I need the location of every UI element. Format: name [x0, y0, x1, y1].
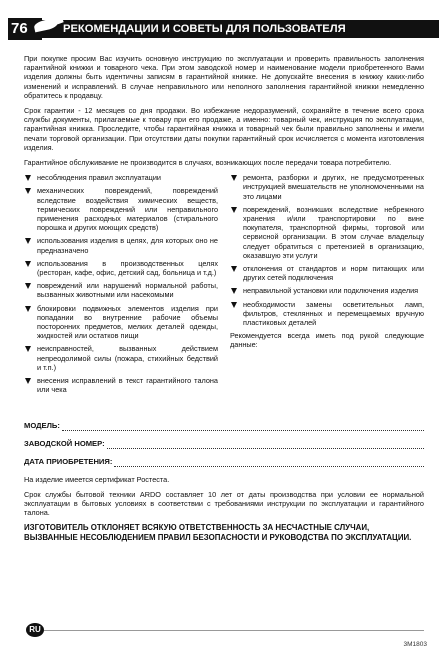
exclusion-item: повреждений или нарушений нормальной работы, вызванных животными или насекомыми [24, 281, 218, 299]
model-fill-line[interactable] [62, 423, 424, 431]
exclusion-item: использования в производственных целях (ресторан, кафе, офис, детский сад, больница и т.д.) [24, 259, 218, 277]
bullet-triangle-icon [25, 261, 31, 267]
recommend-note: Рекомендуется всегда иметь под рукой следующие данные: [230, 331, 424, 350]
exclusion-item: неисправностей, вызванных действием непреодолимой силы (пожара, стихийных бедствий и т.п.) [24, 344, 218, 372]
bullet-triangle-icon [231, 207, 237, 213]
serial-number-field[interactable] [24, 431, 424, 449]
bullet-triangle-icon [231, 175, 237, 181]
document-body [24, 54, 424, 550]
bullet-triangle-icon [231, 266, 237, 272]
model-label: МОДЕЛЬ: [24, 421, 60, 431]
bullet-triangle-icon [25, 188, 31, 194]
exclusions-columns [24, 173, 424, 398]
purchase-date-label: ДАТА ПРИОБРЕТЕНИЯ: [24, 457, 113, 467]
purchase-date-fill-line[interactable] [114, 459, 424, 467]
bullet-triangle-icon [25, 283, 31, 289]
intro-paragraph: При покупке просим Вас изучить основную инструкцию по эксплуатации и проверить правильность заполнения гарантийной книжки и товарного чека. При этом заводской номер и наименование модели приобретенного Вами изделия должны быть идентичны записям в гарантийной книжке. Не допускайте внесения в книжку каких-либо изменений и исправлений. В случае неправильного или неполного заполнения гарантийной книжки немедленно обратитесь к продавцу. [24, 54, 424, 100]
liability-warning: ИЗГОТОВИТЕЛЬ ОТКЛОНЯЕТ ВСЯКУЮ ОТВЕТСТВЕННОСТЬ ЗА НЕСЧАСТНЫЕ СЛУЧАИ, ВЫЗВАННЫЕ НЕСОБЛЮДЕНИЕМ ПРАВИЛ БЕЗОПАСНОСТИ И РУКОВОДСТВА ПО ЭКСПЛУАТАЦИИ. [24, 523, 412, 542]
page-header [8, 18, 439, 40]
serial-number-label: ЗАВОДСКОЙ НОМЕР: [24, 439, 105, 449]
bullet-triangle-icon [25, 346, 31, 352]
section-title: РЕКОМЕНДАЦИИ И СОВЕТЫ ДЛЯ ПОЛЬЗОВАТЕЛЯ [38, 20, 439, 38]
exclusions-intro: Гарантийное обслуживание не производится в случаях, возникающих после передачи товара потребителю. [24, 158, 392, 168]
exclusions-right-column [230, 173, 424, 398]
bullet-triangle-icon [25, 175, 31, 181]
exclusion-item: несоблюдения правил эксплуатации [24, 173, 218, 182]
page-number: 76 [8, 18, 42, 40]
bullet-triangle-icon [231, 288, 237, 294]
bullet-triangle-icon [25, 378, 31, 384]
exclusion-item: необходимости замены осветительных ламп, фильтров, стеклянных и перемещаемых вручную пластиковых деталей [230, 300, 424, 328]
exclusion-item: механических повреждений, повреждений вследствие воздействия химических веществ, термических повреждений или неправильного применения расходных материалов (стирального порошка и других моющих средств) [24, 186, 218, 232]
exclusion-item: использования изделия в целях, для которых оно не предназначено [24, 236, 218, 254]
warranty-paragraph: Срок гарантии - 12 месяцев со дня продажи. Во избежание недоразумений, сохраняйте в течение всего срока службы документы, прилагаемые к товару при его продаже, а именно: товарный чек, инструкция по эксплуатации, гарантийная книжка. Проследите, чтобы гарантийная книжка и товарный чек были правильно заполнены и имели печати торговой организации. При отсутствии даты покупки гарантийный срок исчисляется с момента изготовления изделия. [24, 106, 424, 152]
exclusion-item: неправильной установки или подключения изделия [230, 286, 424, 295]
owner-data-fields [24, 413, 424, 467]
exclusion-item: повреждений, возникших вследствие небрежного хранения и/или транспортировки по вине покупателя, транспортной фирмы, торговой или сервисной организации. В этом случае владельцу следует обратиться с претензией в организацию, оказавшую эти услуги [230, 205, 424, 260]
exclusion-item: ремонта, разборки и других, не предусмотренных инструкцией вмешательств не уполномоченными на это лицами [230, 173, 424, 201]
exclusion-item: блокировки подвижных элементов изделия при попадании во внутренние рабочие объемы посторонних предметов, мелких деталей одежды, жидкостей или остатков пищи [24, 304, 218, 341]
serial-number-fill-line[interactable] [107, 441, 424, 449]
bullet-triangle-icon [25, 306, 31, 312]
document-code: 3M1803 [403, 641, 427, 648]
bullet-triangle-icon [25, 238, 31, 244]
exclusion-item: внесения исправлений в текст гарантийного талона или чека [24, 376, 218, 394]
service-life-note: Срок службы бытовой техники ARDO составляет 10 лет от даты производства при условии ее нормальной эксплуатации в бытовых условиях в соответствии с требованиями инструкции по эксплуатации и гарантийного талона. [24, 489, 424, 518]
exclusion-item: отклонения от стандартов и норм питающих или других сетей подключения [230, 264, 424, 282]
model-field[interactable] [24, 413, 424, 431]
bullet-triangle-icon [231, 302, 237, 308]
ru-language-badge: RU [26, 623, 44, 637]
exclusions-left-column [24, 173, 218, 398]
footer-divider [44, 630, 424, 631]
purchase-date-field[interactable] [24, 449, 424, 467]
certificate-note: На изделие имеется сертификат Ростеста. [24, 474, 170, 484]
